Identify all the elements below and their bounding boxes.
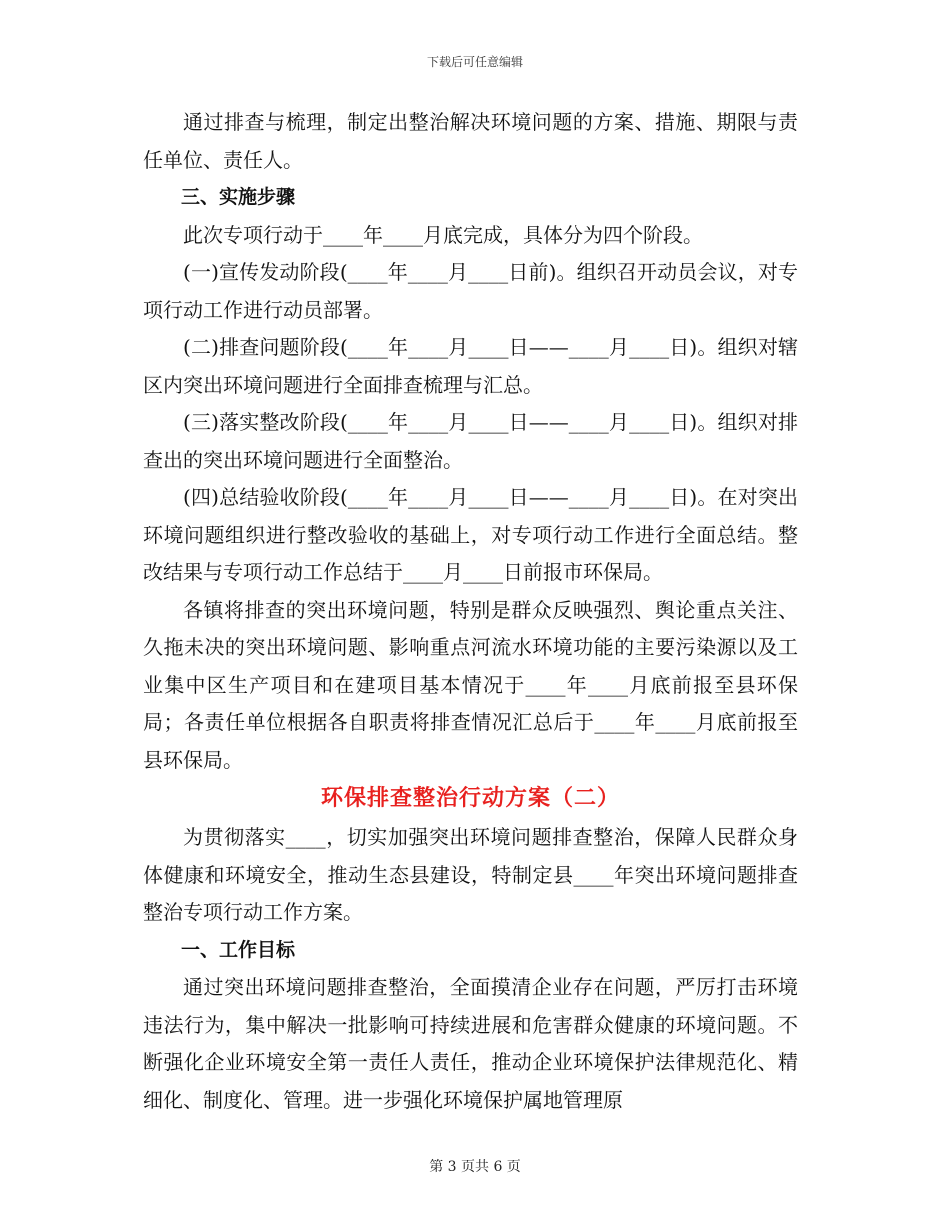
paragraph-stage-4: (四)总结验收阶段(____年____月____日——____月____日)。在对突出环境问题组织进行整改验收的基础上，对专项行动工作进行全面总结。整改结果与专项行动工作总结于____月____日前报市环保局。 [143,485,798,584]
paragraph-reporting: 各镇将排查的突出环境问题，特别是群众反映强烈、舆论重点关注、久拖未决的突出环境问题、影响重点河流水环境功能的主要污染源以及工业集中区生产项目和在建项目基本情况于____年____月底前报至县环保局；各责任单位根据各自职责将排查情况汇总后于____年____月底前报至县环保局。 [143,597,798,772]
page-number: 第 3 页共 6 页 [429,1159,521,1175]
document-body [143,104,798,1119]
paragraph-timeline: 此次专项行动于____年____月底完成，具体分为四个阶段。 [183,222,703,247]
paragraph-stage-2: (二)排查问题阶段(____年____月____日——____月____日)。组织对辖区内突出环境问题进行全面排查梳理与汇总。 [143,335,798,397]
paragraph-intro: 为贯彻落实____，切实加强突出环境问题排查整治，保障人民群众身体健康和环境安全，推动生态县建设，特制定县____年突出环境问题排查整治专项行动工作方案。 [143,825,798,924]
section-heading-goals: 一、工作目标 [181,938,296,961]
document-title-2: 环保排查整治行动方案（二） [320,786,620,811]
paragraph-goals: 通过突出环境问题排查整治，全面摸清企业存在问题，严厉打击环境违法行为，集中解决一批影响可持续进展和危害群众健康的环境问题。不断强化企业环境安全第一责任人责任，推动企业环境保护法律规范化、精细化、制度化、管理。进一步强化环境保护属地管理原 [143,975,798,1112]
paragraph-method: 通过排查与梳理，制定出整治解决环境问题的方案、措施、期限与责任单位、责任人。 [143,110,798,172]
paragraph-stage-3: (三)落实整改阶段(____年____月____日——____月____日)。组织对排查出的突出环境问题进行全面整治。 [143,410,798,472]
page-header-note: 下载后可任意编辑 [426,55,523,69]
paragraph-stage-1: (一)宣传发动阶段(____年____月____日前)。组织召开动员会议，对专项行动工作进行动员部署。 [143,260,798,322]
section-heading-steps: 三、实施步骤 [181,186,296,208]
